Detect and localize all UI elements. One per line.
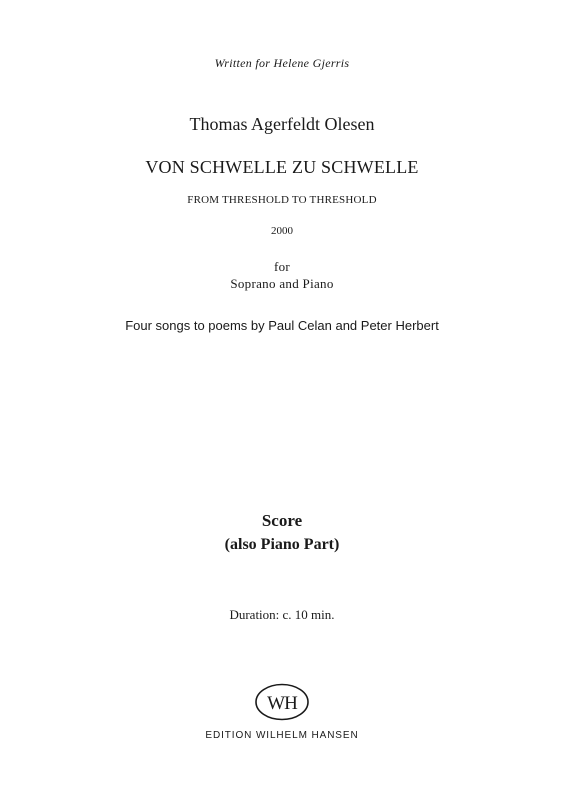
dedication: Written for Helene Gjerris xyxy=(214,56,350,70)
work-subtitle: FROM THRESHOLD TO THRESHOLD xyxy=(187,194,377,206)
composer-name: Thomas Agerfeldt Olesen xyxy=(189,114,375,134)
duration: Duration: c. 10 min. xyxy=(229,607,335,622)
for-label: for xyxy=(273,259,291,274)
composition-year: 2000 xyxy=(271,225,293,237)
work-title: VON SCHWELLE ZU SCHWELLE xyxy=(145,157,419,177)
publisher-logo-letters: WH xyxy=(267,693,297,714)
work-description: Four songs to poems by Paul Celan and Peter Herbert xyxy=(125,318,439,333)
instrumentation: Soprano and Piano xyxy=(230,276,334,291)
publisher-logo-icon xyxy=(254,683,310,721)
score-label: Score xyxy=(261,511,303,530)
piano-part-label: (also Piano Part) xyxy=(224,536,340,553)
publisher-name: EDITION WILHELM HANSEN xyxy=(205,730,359,741)
